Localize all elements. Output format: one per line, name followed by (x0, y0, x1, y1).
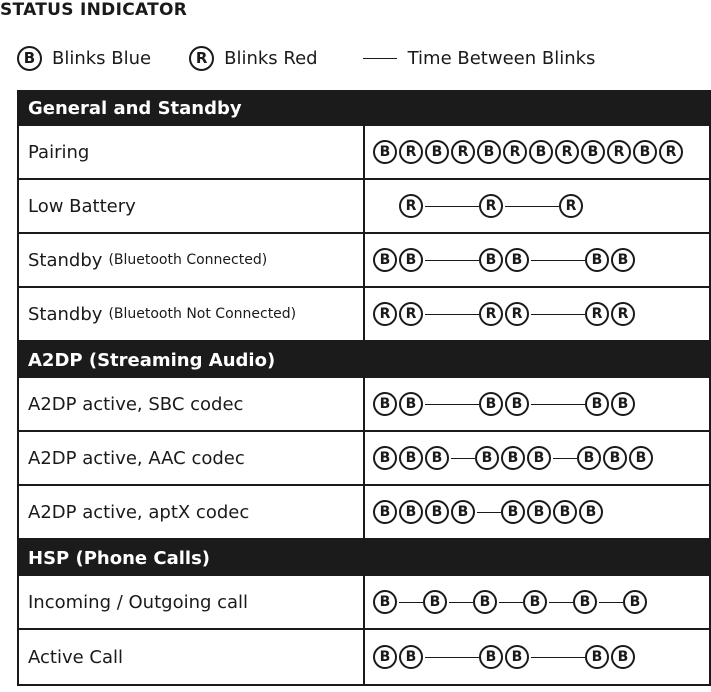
table-row (19, 126, 709, 180)
blue-blink-icon: B (611, 645, 635, 669)
gap-line-icon (451, 458, 475, 459)
row-label-text: Pairing (28, 141, 90, 163)
gap-line-icon (531, 657, 585, 658)
blue-blink-icon: B (505, 645, 529, 669)
blue-blink-icon: B (505, 392, 529, 416)
blue-blink-icon: B (373, 140, 397, 164)
blue-blink-icon: B (527, 446, 551, 470)
red-blink-icon: R (399, 194, 423, 218)
red-blink-icon: R (611, 302, 635, 326)
red-blink-icon: R (479, 302, 503, 326)
legend-gap (363, 48, 596, 69)
red-blink-icon: R (585, 302, 609, 326)
blue-blink-icon: B (399, 500, 423, 524)
section-header: A2DP (Streaming Audio) (19, 342, 709, 378)
blue-blink-icon: B (501, 500, 525, 524)
legend-blue-label: Blinks Blue (52, 47, 152, 69)
gap-line-icon (553, 458, 577, 459)
blue-blink-icon: B (501, 446, 525, 470)
gap-line-icon (599, 602, 623, 603)
blink-pattern (365, 486, 709, 538)
blue-blink-icon: B (399, 248, 423, 272)
red-blink-icon: R (479, 194, 503, 218)
blue-blink-icon: B (479, 248, 503, 272)
gap-line-icon (425, 206, 479, 207)
red-blink-icon: R (607, 140, 631, 164)
blue-blink-icon: B (373, 446, 397, 470)
blue-blink-icon: B (399, 392, 423, 416)
section-header: General and Standby (19, 90, 709, 126)
blue-blink-icon: B (505, 248, 529, 272)
blue-blink-icon: B (633, 140, 657, 164)
blue-blink-icon: B (425, 140, 449, 164)
blue-blink-icon: B (479, 645, 503, 669)
blue-blink-icon: B (577, 446, 601, 470)
blue-blink-icon: B (523, 590, 547, 614)
blue-blink-icon: B (399, 446, 423, 470)
blue-blink-icon: B (373, 500, 397, 524)
row-label (19, 630, 365, 684)
red-blink-icon: R (505, 302, 529, 326)
blue-blink-icon: B (373, 645, 397, 669)
blue-blink-icon: B (611, 392, 635, 416)
blue-blink-icon: B (373, 590, 397, 614)
gap-line-icon (425, 404, 479, 405)
blue-blink-icon: B (623, 590, 647, 614)
legend-red-label: Blinks Red (224, 47, 318, 69)
blue-blink-icon: B (553, 500, 577, 524)
blue-blink-icon: B (479, 392, 503, 416)
red-blink-icon: R (373, 302, 397, 326)
row-label-text: Incoming / Outgoing call (28, 591, 249, 613)
blue-blink-icon: B (585, 248, 609, 272)
red-blink-icon: R (451, 140, 475, 164)
table-row (19, 630, 709, 684)
table-row (19, 378, 709, 432)
row-label-text: A2DP active, AAC codec (28, 447, 245, 469)
legend-gap-label: Time Between Blinks (407, 47, 596, 69)
gap-line-icon (363, 58, 397, 59)
blink-pattern (365, 234, 709, 286)
row-label-text: Standby (28, 303, 103, 325)
blink-pattern (365, 378, 709, 430)
gap-line-icon (499, 602, 523, 603)
red-blink-icon: R (555, 140, 579, 164)
row-label-note: (Bluetooth Connected) (108, 252, 268, 268)
gap-line-icon (549, 602, 573, 603)
red-blink-icon: R (399, 302, 423, 326)
blue-blink-icon: B (17, 46, 42, 71)
row-label-note: (Bluetooth Not Connected) (108, 306, 297, 322)
blue-blink-icon: B (527, 500, 551, 524)
row-label-text: A2DP active, aptX codec (28, 501, 250, 523)
legend-blue (17, 46, 151, 71)
gap-line-icon (531, 404, 585, 405)
row-label (19, 180, 365, 232)
table-row (19, 288, 709, 342)
blink-pattern (365, 576, 709, 628)
table-row (19, 180, 709, 234)
row-label (19, 234, 365, 286)
table-row (19, 432, 709, 486)
legend-red (189, 46, 317, 71)
red-blink-icon: R (559, 194, 583, 218)
blue-blink-icon: B (373, 392, 397, 416)
blue-blink-icon: B (585, 392, 609, 416)
gap-line-icon (531, 260, 585, 261)
blue-blink-icon: B (611, 248, 635, 272)
table-row (19, 576, 709, 630)
blink-pattern (365, 126, 709, 178)
row-label (19, 486, 365, 538)
blink-pattern (365, 630, 709, 684)
row-label (19, 432, 365, 484)
section-header: HSP (Phone Calls) (19, 540, 709, 576)
red-blink-icon: R (399, 140, 423, 164)
blink-pattern (365, 432, 709, 484)
gap-line-icon (449, 602, 473, 603)
gap-line-icon (477, 512, 501, 513)
blue-blink-icon: B (373, 248, 397, 272)
blue-blink-icon: B (425, 446, 449, 470)
row-label-text: Standby (28, 249, 103, 271)
blue-blink-icon: B (475, 446, 499, 470)
row-label (19, 288, 365, 340)
red-blink-icon: R (189, 46, 214, 71)
red-blink-icon: R (503, 140, 527, 164)
blue-blink-icon: B (473, 590, 497, 614)
red-blink-icon: R (659, 140, 683, 164)
page-title: STATUS INDICATOR (0, 0, 188, 20)
blue-blink-icon: B (579, 500, 603, 524)
blue-blink-icon: B (399, 645, 423, 669)
gap-line-icon (425, 314, 479, 315)
gap-line-icon (425, 657, 479, 658)
blue-blink-icon: B (477, 140, 501, 164)
blue-blink-icon: B (423, 590, 447, 614)
row-label-text: A2DP active, SBC codec (28, 393, 244, 415)
gap-line-icon (505, 206, 559, 207)
blue-blink-icon: B (603, 446, 627, 470)
row-label (19, 126, 365, 178)
blink-pattern (365, 288, 709, 340)
gap-line-icon (425, 260, 479, 261)
blue-blink-icon: B (529, 140, 553, 164)
status-table (17, 90, 711, 686)
legend (17, 45, 595, 71)
row-label-text: Active Call (28, 646, 124, 668)
table-row (19, 486, 709, 540)
blue-blink-icon: B (581, 140, 605, 164)
blue-blink-icon: B (629, 446, 653, 470)
blue-blink-icon: B (573, 590, 597, 614)
blink-pattern (365, 180, 709, 232)
blue-blink-icon: B (585, 645, 609, 669)
row-label (19, 378, 365, 430)
gap-line-icon (399, 602, 423, 603)
row-label (19, 576, 365, 628)
table-row (19, 234, 709, 288)
gap-line-icon (531, 314, 585, 315)
blue-blink-icon: B (451, 500, 475, 524)
row-label-text: Low Battery (28, 195, 136, 217)
blue-blink-icon: B (425, 500, 449, 524)
